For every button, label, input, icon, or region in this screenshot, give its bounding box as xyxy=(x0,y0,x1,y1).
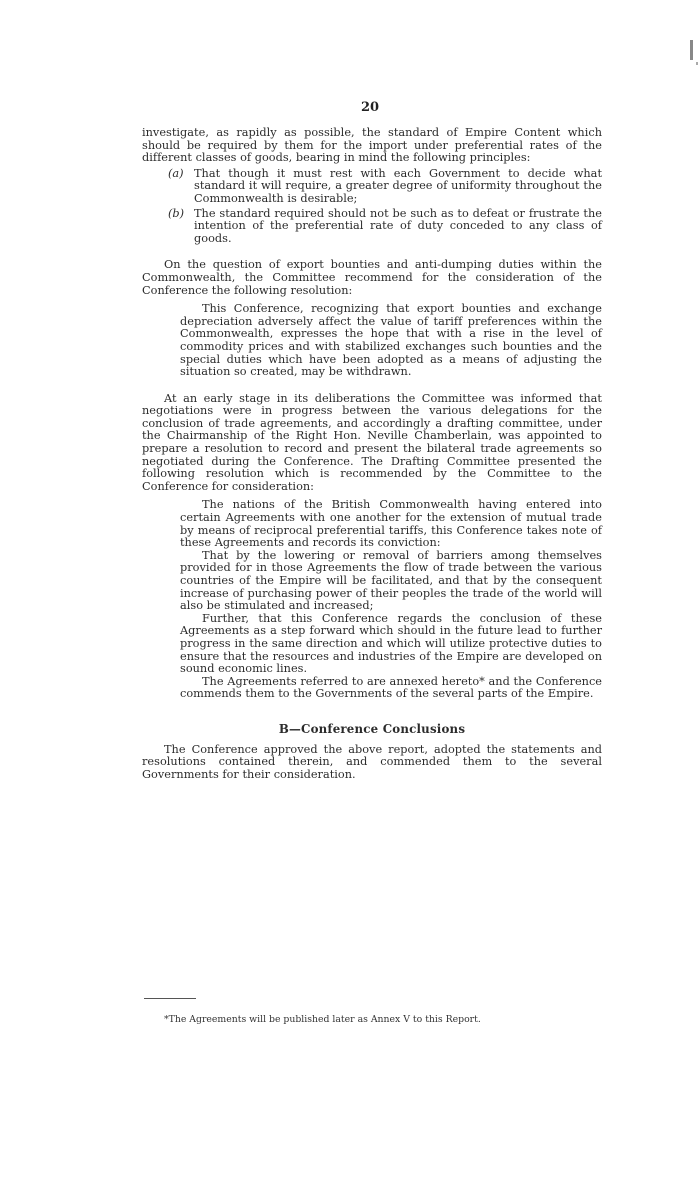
annex-sentence: The Agreements referred to are annexed hereto* and the Conference commends them to the Governments of the several parts of the Empire. xyxy=(180,674,602,701)
scan-edge-dot xyxy=(696,62,698,65)
body-text xyxy=(142,127,602,781)
agreements-resolution: The nations of the British Commonwealth having entered into certain Agreements with one another for the extension of mutual trade by means of reciprocal preferential tariffs, this Conference takes note of these Agreements and records its conviction: xyxy=(180,498,602,550)
footnote: *The Agreements will be published later as Annex V to this Report. xyxy=(164,1014,481,1025)
list-item xyxy=(168,168,602,206)
section-heading: B—Conference Conclusions xyxy=(278,721,466,736)
agreements-paragraph: At an early stage in its deliberations the Committee was informed that negotiations were in progress between the various delegations for the conclusion of trade agreements, and accordingly a drafting committee, under the Chairmanship of the Right Hon. Neville Chamberlain, was appointed to prepare a resolution to record and present the bilateral trade agreements so negotiated during the Conference. The Drafting Committee presented the following resolution which is recommended by the Committee to the Conference for consideration: xyxy=(142,391,602,493)
footnote-rule xyxy=(144,998,196,999)
list-item xyxy=(168,208,602,246)
bounties-paragraph: On the question of export bounties and anti-dumping duties within the Commonwealth, the Committee recommend for the consideration of the Conference the following resolution: xyxy=(142,258,602,297)
bounties-resolution: This Conference, recognizing that export bounties and exchange depreciation adversely affect the value of tariff preferences within the Commonwealth, expresses the hope that with a rise in the level of commodity prices and with stabilized exchanges such bounties and the special duties which have been adopted as a means of adjusting the situation so created, may be withdrawn. xyxy=(180,302,602,379)
list-marker: (b) xyxy=(168,206,185,220)
list-item-text: That though it must rest with each Government to decide what standard it will require, a greater degree of uniformity throughout the Commonwealth is desirable; xyxy=(194,166,602,205)
scan-edge-mark xyxy=(690,40,693,60)
conclusion-paragraph: The Conference approved the above report, adopted the statements and resolutions contained therein, and commended them to the several Governments for their consideration. xyxy=(142,742,602,781)
conviction-2: Further, that this Conference regards the conclusion of these Agreements as a step forward which should in the future lead to further progress in the same direction and which will utilize protective duties to ensure that the resources and industries of the Empire are developed on sound economic lines. xyxy=(180,611,602,676)
page-number: 20 xyxy=(360,100,380,115)
principles-list xyxy=(168,168,602,246)
list-marker: (a) xyxy=(168,166,184,180)
intro-paragraph: investigate, as rapidly as possible, the standard of Empire Content which should be required by them for the import under preferential rates of the different classes of goods, bearing in mind the following principles: xyxy=(142,126,602,165)
list-item-text: The standard required should not be such as to defeat or frustrate the intention of the preferential rate of duty conceded to any class of goods. xyxy=(194,206,602,245)
conviction-1: That by the lowering or removal of barriers among themselves provided for in those Agreements the flow of trade between the various countries of the Empire will be facilitated, and that by the consequent increase of purchasing power of their peoples the trade of the world will also be stimulated and increased; xyxy=(180,548,602,613)
